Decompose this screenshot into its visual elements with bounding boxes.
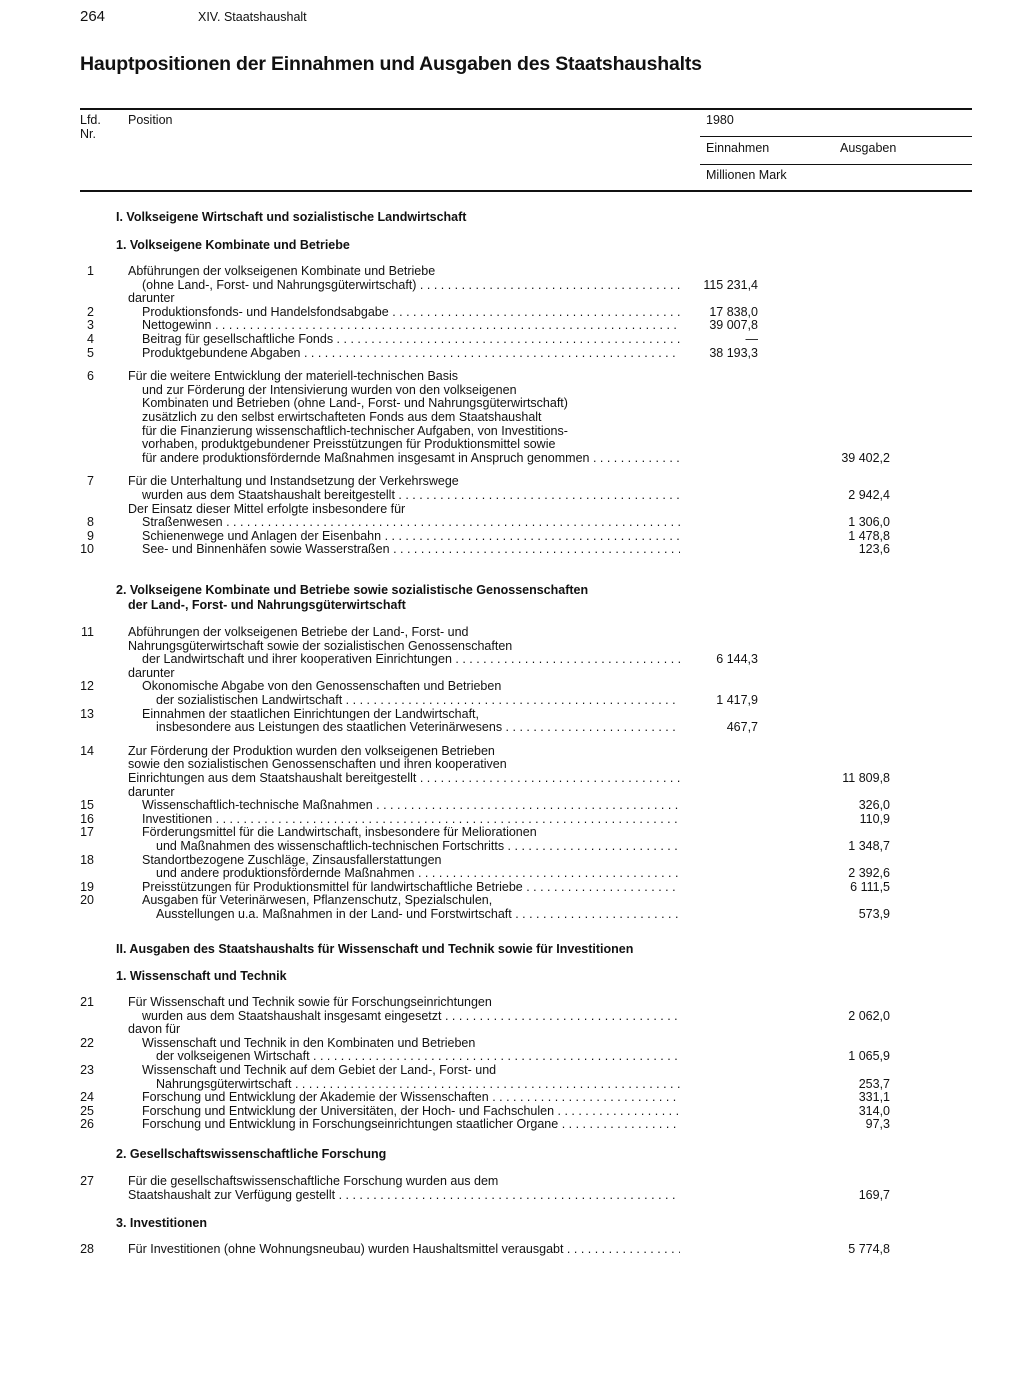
row-position-text: Forschung und Entwicklung der Universitäten, der Hoch- und Fachschulen . . . [142,1105,680,1119]
row-position-text: Standortbezogene Zuschläge, Zinsausfallerstattungen [142,853,442,867]
row-position-text: Kombinaten und Betrieben (ohne Land-, Forst- und Nahrungsgüterwirtschaft) [142,397,568,411]
row-number: 15 [80,798,94,813]
row-position-text: darunter [128,785,175,799]
subsection-heading: 2. Volkseigene Kombinate und Betriebe sowie sozialistische Genossenschaften [116,583,589,597]
row-number: 8 [87,515,94,530]
header-ausgaben: Ausgaben [840,141,897,155]
einnahmen-value: 38 193,3 [709,345,758,360]
row-position-text: Abführungen der volkseigenen Betriebe der Land-, Forst- und [128,626,469,639]
row-number: 20 [80,893,94,908]
row-number: 22 [80,1035,94,1050]
row-number: 23 [80,1063,94,1077]
ausgaben-value: 5 774,8 [848,1242,890,1256]
row-position-text: Ausstellungen u.a. Maßnahmen in der Land- und Forstwirtschaft . . . [156,908,680,922]
einnahmen-value: 115 231,4 [703,277,758,292]
ausgaben-value: 11 809,8 [842,771,890,785]
row-position-text: Für die gesellschaftswissenschaftliche Forschung wurden aus dem [128,1175,499,1188]
ausgaben-value: 331,1 [858,1090,890,1105]
row-number: 6 [87,369,94,384]
page-number: 264 [80,8,106,25]
ausgaben-value: 1 478,8 [848,528,890,543]
row-position-text: Wissenschaftlich-technische Maßnahmen . . . [142,799,680,813]
page-title: Hauptpositionen der Einnahmen und Ausgaben des Staatshaushalts [80,53,702,75]
row-position-text: Beitrag für gesellschaftliche Fonds . . . [142,333,680,347]
row-position-text: wurden aus dem Staatshaushalt bereitgestellt . . . [142,489,680,503]
ausgaben-value: 2 062,0 [848,1008,890,1023]
row-number: 26 [80,1117,94,1132]
row-position-text: darunter [128,666,175,680]
row-position-text: der Landwirtschaft und ihrer kooperativen Einrichtungen . . . [142,653,680,667]
row-number: 16 [80,811,94,826]
ausgaben-value: 97,3 [865,1117,890,1132]
row-position-text: Investitionen . . . [142,813,680,827]
ausgaben-value: 573,9 [858,907,890,921]
ausgaben-value: 110,9 [859,811,890,826]
einnahmen-value: 6 144,3 [716,652,758,667]
row-position-text: für andere produktionsfördernde Maßnahmen insgesamt in Anspruch genommen . . . [142,452,680,466]
row-position-text: Schienenwege und Anlagen der Eisenbahn . . . [142,530,680,544]
header-rule-columns [700,164,972,165]
row-position-text: Wissenschaft und Technik auf dem Gebiet der Land-, Forst- und [142,1064,497,1077]
section-heading: I. Volkseigene Wirtschaft und sozialistische Landwirtschaft [116,210,467,224]
subsection-heading: 3. Investitionen [116,1216,207,1230]
row-number: 14 [80,743,94,758]
row-position-text: Abführungen der volkseigenen Kombinate und Betriebe [128,265,436,278]
row-position-text: Ausgaben für Veterinärwesen, Pflanzenschutz, Spezialschulen, [142,894,493,908]
row-position-text: Für Investitionen (ohne Wohnungsneubau) wurden Haushaltsmittel verausgabt . . . [128,1243,680,1257]
row-number: 3 [87,318,94,333]
row-position-text: Förderungsmittel für die Landwirtschaft, insbesondere für Meliorationen [142,826,537,840]
ausgaben-value: 326,0 [858,798,890,813]
einnahmen-value: 1 417,9 [716,693,758,707]
einnahmen-value: 39 007,8 [709,318,758,333]
section-heading: II. Ausgaben des Staatshaushalts für Wissenschaft und Technik sowie für Investitionen [116,942,634,956]
row-position-text: See- und Binnenhäfen sowie Wasserstraßen . . . [142,543,680,557]
ausgaben-value: 169,7 [858,1187,890,1202]
row-position-text: Für die weitere Entwicklung der materiell-technischen Basis [128,370,459,384]
header-lfd: Lfd. [80,113,101,127]
row-position-text: Forschung und Entwicklung in Forschungseinrichtungen staatlicher Organe . . . [142,1118,680,1132]
row-position-text: wurden aus dem Staatshaushalt insgesamt eingesetzt . . . [142,1010,680,1024]
row-position-text: sowie den sozialistischen Genossenschaften und ihren kooperativen [128,758,507,772]
row-number: 21 [80,995,94,1009]
subsection-heading: 1. Volkseigene Kombinate und Betriebe [116,238,350,252]
ausgaben-value: 39 402,2 [841,450,890,465]
row-position-text: Preisstützungen für Produktionsmittel für landwirtschaftliche Betriebe . . . [142,881,680,895]
row-position-text: Einrichtungen aus dem Staatshaushalt bereitgestellt . . . [128,772,680,786]
row-number: 5 [87,345,94,360]
header-rule-top [80,108,972,110]
subsection-heading: 2. Gesellschaftswissenschaftliche Forschung [116,1147,387,1161]
header-rule-year [700,136,972,137]
ausgaben-value: 1 065,9 [848,1049,890,1064]
row-position-text: Einnahmen der staatlichen Einrichtungen der Landwirtschaft, [142,707,480,721]
row-number: 9 [87,528,94,543]
row-number: 11 [81,625,94,639]
row-number: 7 [87,474,94,489]
row-position-text: Nahrungsgüterwirtschaft . . . [156,1078,680,1092]
subsection-heading-cont: der Land-, Forst- und Nahrungsgüterwirtschaft [128,598,406,612]
row-position-text: Wissenschaft und Technik in den Kombinaten und Betrieben [142,1036,476,1050]
einnahmen-value: 17 838,0 [709,304,758,319]
row-position-text: und Maßnahmen des wissenschaftlich-technischen Fortschritts . . . [156,840,680,854]
row-position-text: Produktionsfonds- und Handelsfondsabgabe . . . [142,306,680,320]
row-position-text: und andere produktionsfördernde Maßnahmen . . . [156,867,680,881]
row-position-text: vorhaben, produktgebundener Preisstützungen für Produktionsmittel sowie [142,438,556,452]
subsection-heading: 1. Wissenschaft und Technik [116,969,287,983]
row-number: 27 [80,1174,94,1188]
row-position-text: Zur Förderung der Produktion wurden den volkseigenen Betrieben [128,744,495,758]
header-year: 1980 [706,113,734,127]
header-unit: Millionen Mark [706,168,787,182]
row-position-text: Nettogewinn . . . [142,319,680,333]
ausgaben-value: 2 392,6 [848,866,890,881]
row-position-text: Staatshaushalt zur Verfügung gestellt . . . [128,1189,680,1203]
row-number: 10 [80,542,94,557]
row-position-text: Der Einsatz dieser Mittel erfolgte insbesondere für [128,502,406,516]
header-rule-bottom [80,190,972,192]
row-number: 18 [80,852,94,867]
row-number: 12 [80,679,94,694]
header-position: Position [128,113,173,127]
row-number: 2 [87,304,94,319]
ausgaben-value: 1 306,0 [848,515,890,530]
row-number: 24 [80,1090,94,1105]
row-position-text: insbesondere aus Leistungen des staatlichen Veterinärwesens . . . [156,721,680,735]
row-position-text: der volkseigenen Wirtschaft . . . [156,1050,680,1064]
row-number: 13 [80,706,94,721]
row-number: 1 [87,264,94,278]
row-position-text: und zur Förderung der Intensivierung wurden von den volkseigenen [142,383,517,397]
row-number: 28 [80,1242,94,1256]
row-position-text: Straßenwesen . . . [142,516,680,530]
ausgaben-value: 6 111,5 [850,879,890,894]
row-position-text: Für die Unterhaltung und Instandsetzung der Verkehrswege [128,475,459,489]
row-number: 4 [87,332,94,346]
chapter-heading: XIV. Staatshaushalt [198,10,307,24]
ausgaben-value: 2 942,4 [848,488,890,502]
ausgaben-value: 1 348,7 [848,839,890,853]
row-position-text: darunter [128,292,175,306]
row-position-text: für die Finanzierung wissenschaftlich-technischer Aufgaben, von Investitions- [142,424,568,438]
row-number: 19 [80,879,94,894]
ausgaben-value: 314,0 [858,1103,890,1118]
row-number: 25 [80,1103,94,1118]
row-position-text: Für Wissenschaft und Technik sowie für Forschungseinrichtungen [128,996,492,1009]
row-position-text: davon für [128,1023,181,1037]
row-position-text: (ohne Land-, Forst- und Nahrungsgüterwirtschaft) . . . [142,279,680,293]
row-position-text: zusätzlich zu den selbst erwirtschafteten Fonds aus dem Staatshaushalt [142,411,542,424]
einnahmen-value: 467,7 [726,720,758,735]
ausgaben-value: 253,7 [858,1076,890,1091]
row-position-text: Forschung und Entwicklung der Akademie der Wissenschaften . . . [142,1091,680,1105]
header-einnahmen: Einnahmen [706,141,770,155]
row-position-text: Produktgebundene Abgaben . . . [142,347,680,361]
header-nr: Nr. [80,127,96,141]
row-number: 17 [80,825,94,840]
ausgaben-value: 123,6 [858,542,890,557]
row-position-text: der sozialistischen Landwirtschaft . . . [156,694,680,708]
row-position-text: Ökonomische Abgabe von den Genossenschaften und Betrieben [142,680,502,694]
row-position-text: Nahrungsgüterwirtschaft sowie der sozialistischen Genossenschaften [128,639,513,653]
einnahmen-value: — [745,332,758,346]
